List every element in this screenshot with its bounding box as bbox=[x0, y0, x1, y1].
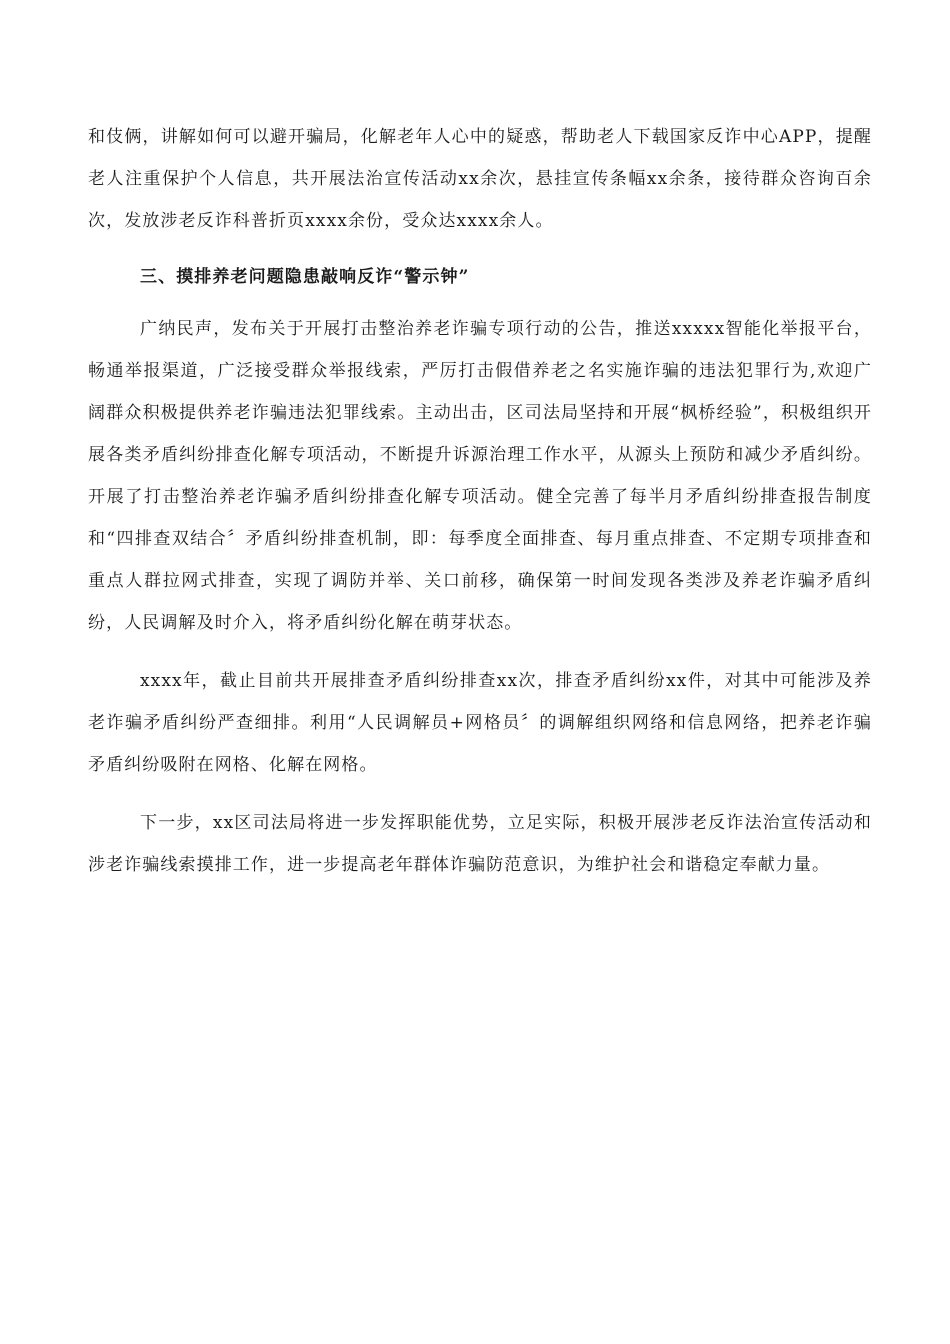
document-body bbox=[88, 116, 872, 886]
paragraph-3: 下一步，xx区司法局将进一步发挥职能优势，立足实际，积极开展涉老反诈法治宣传活动和涉老诈骗线索摸排工作，进一步提高老年群体诈骗防范意识，为维护社会和谐稳定奉献力量。 bbox=[88, 813, 872, 875]
paragraph-continued: 和伎俩，讲解如何可以避开骗局，化解老年人心中的疑惑，帮助老人下载国家反诈中心APP，提醒老人注重保护个人信息，共开展法治宣传活动xx余次，悬挂宣传条幅xx余条，接待群众咨询百余次，发放涉老反诈科普折页xxxx余份，受众达xxxx余人。 bbox=[88, 127, 872, 231]
paragraph-1: 广纳民声，发布关于开展打击整治养老诈骗专项行动的公告，推送xxxxx智能化举报平台，畅通举报渠道，广泛接受群众举报线索，严厉打击假借养老之名实施诈骗的违法犯罪行为,欢迎广阔群众积极提供养老诈骗违法犯罪线索。主动出击，区司法局坚持和开展“枫桥经验”，积极组织开展各类矛盾纠纷排查化解专项活动，不断提升诉源治理工作水平，从源头上预防和减少矛盾纠纷。开展了打击整治养老诈骗矛盾纠纷排查化解专项活动。健全完善了每半月矛盾纠纷排查报告制度和“四排查双结合〞矛盾纠纷排查机制，即：每季度全面排查、每月重点排查、不定期专项排查和重点人群拉网式排查，实现了调防并举、关口前移，确保第一时间发现各类涉及养老诈骗矛盾纠纷，人民调解及时介入，将矛盾纠纷化解在萌芽状态。 bbox=[88, 319, 872, 633]
paragraph-2: xxxx年，截止目前共开展排查矛盾纠纷排查xx次，排查矛盾纠纷xx件，对其中可能涉及养老诈骗矛盾纠纷严查细排。利用“人民调解员+网格员〞的调解组织网络和信息网络，把养老诈骗矛盾纠纷吸附在网格、化解在网格。 bbox=[88, 671, 872, 775]
section-heading: 三、摸排养老问题隐患敲响反诈“警示钟” bbox=[140, 267, 470, 287]
